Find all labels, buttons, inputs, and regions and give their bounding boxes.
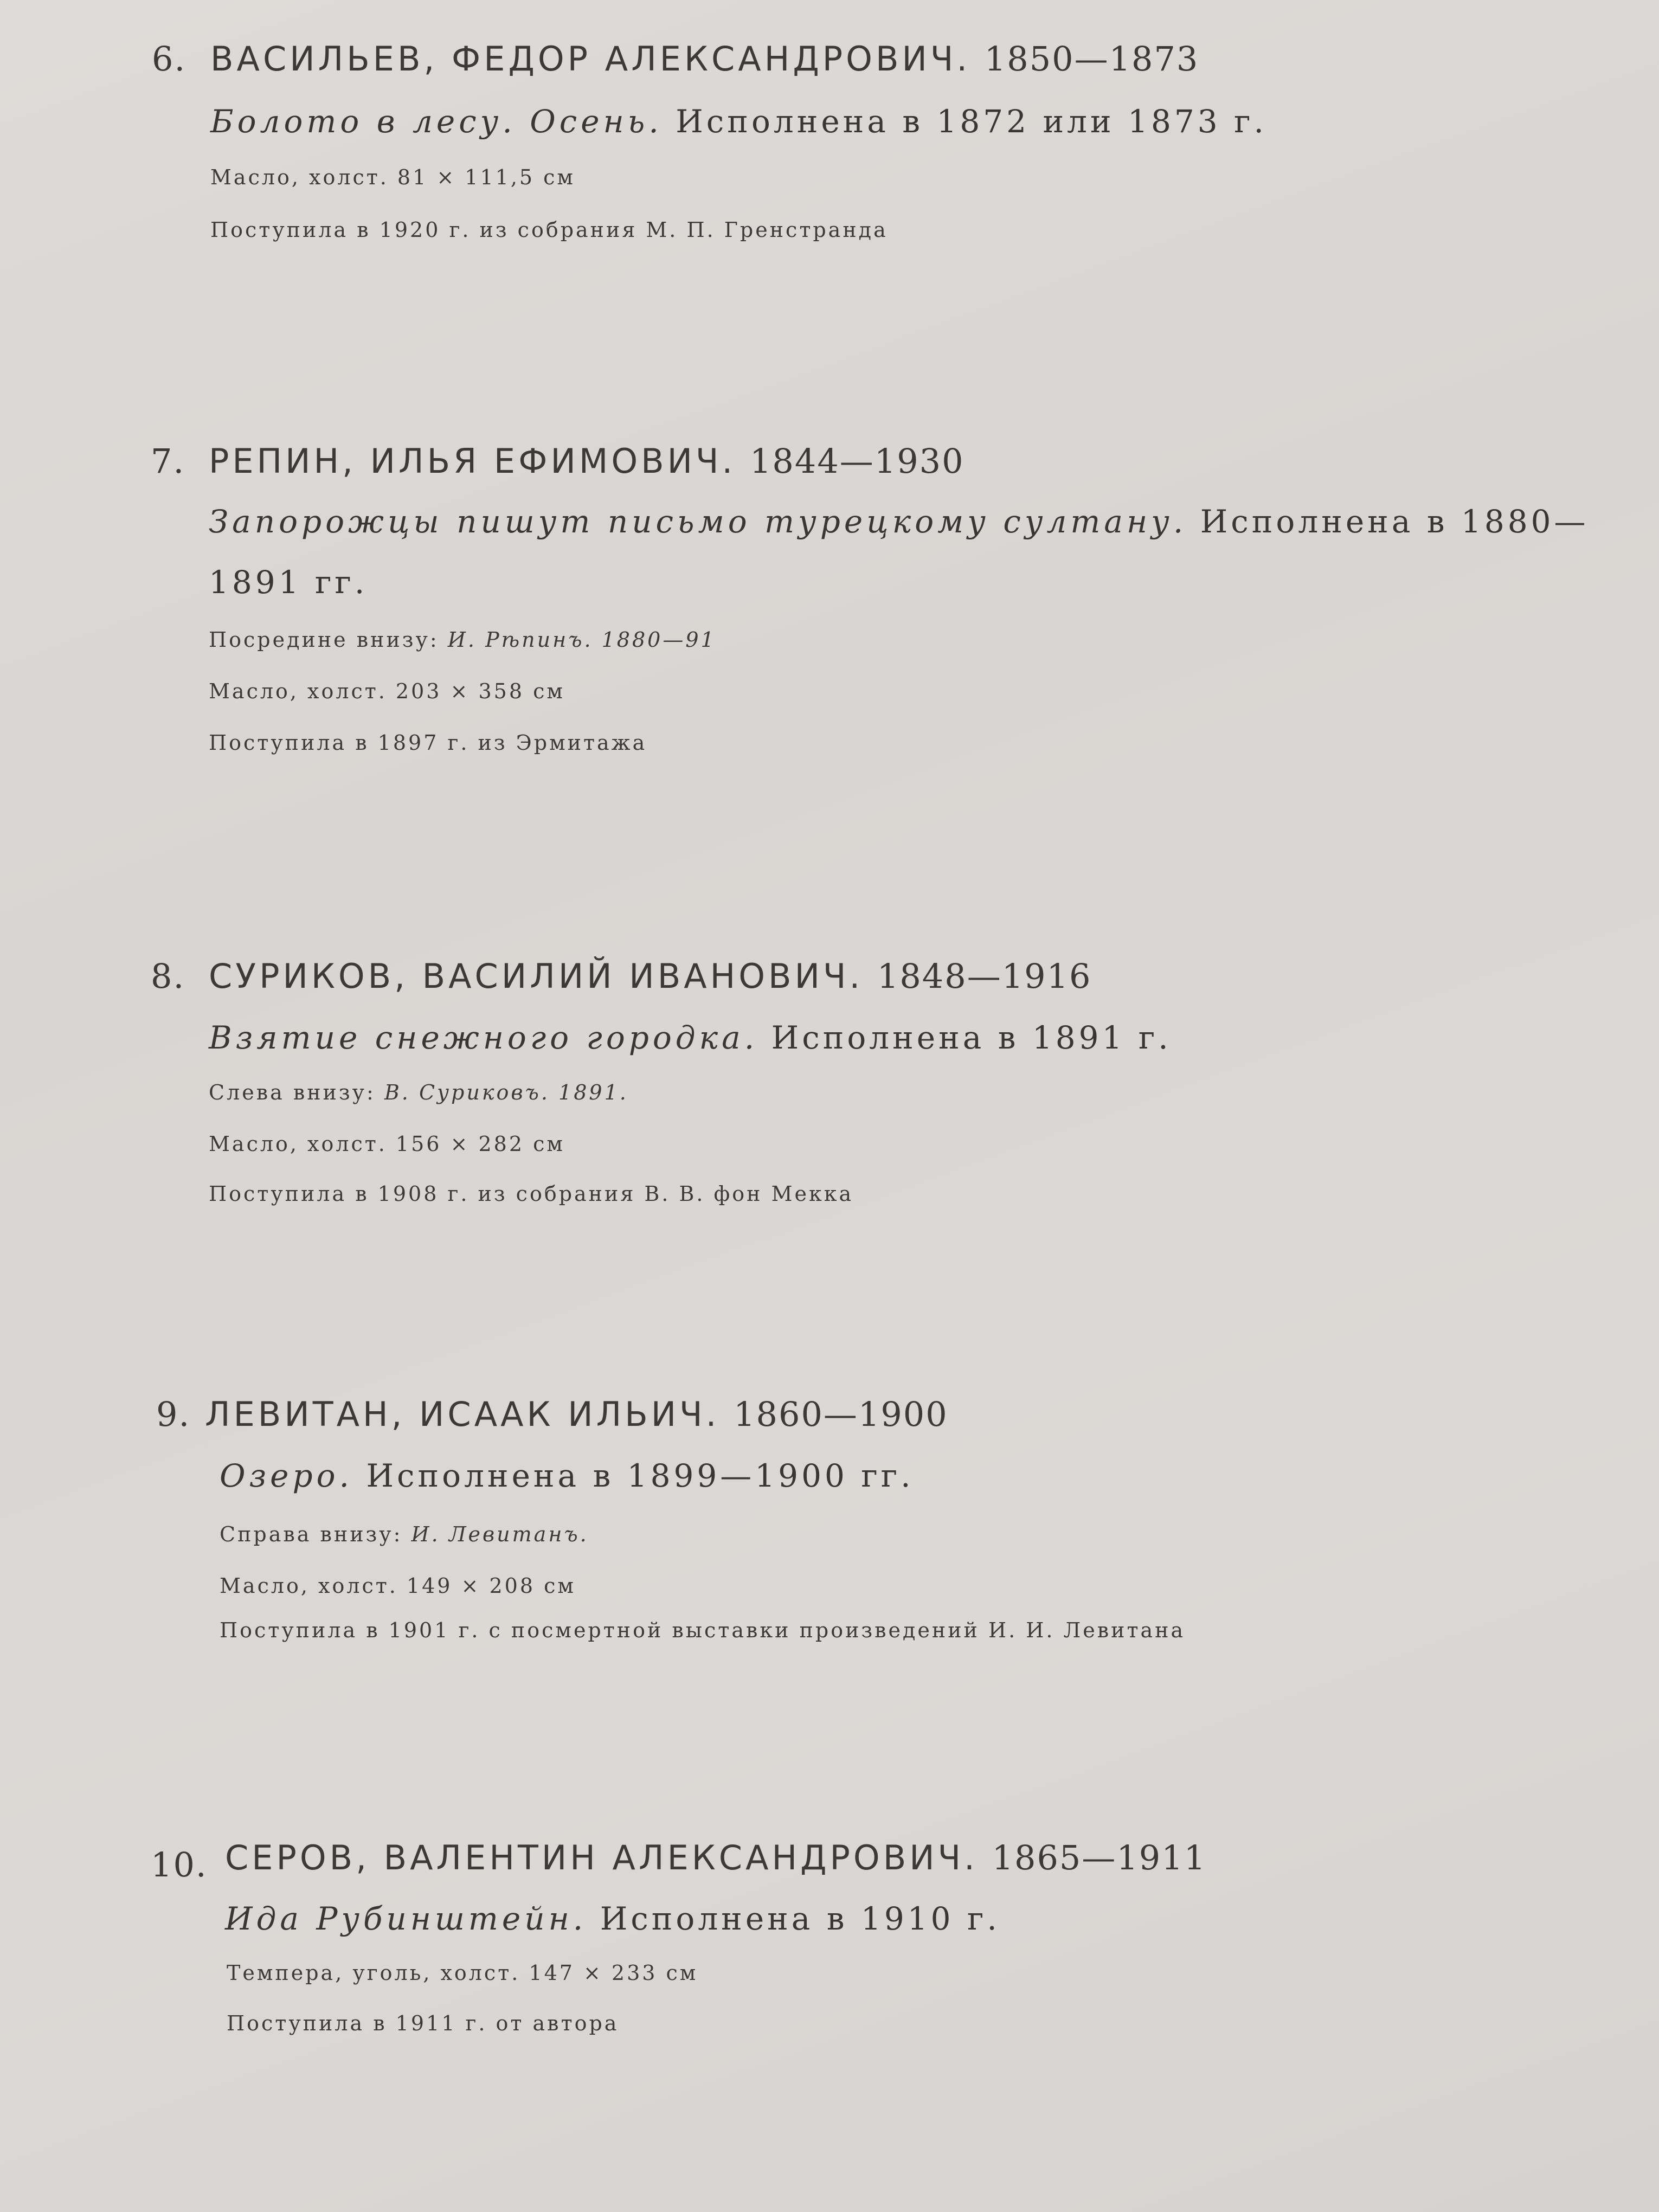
work-line [225,1900,1000,1937]
work-provenance: Поступила в 1911 г. от автора [227,2011,619,2035]
signature-label: Слева внизу: [209,1081,376,1104]
entry-number: 6. [152,39,187,79]
artist-name [209,441,964,481]
work-medium: Масло, холст. 149 × 208 см [220,1574,576,1598]
work-executed: Исполнена в 1910 г. [600,1900,1000,1937]
work-medium: Темпера, уголь, холст. 147 × 233 см [227,1961,698,1985]
work-title: Взятие снежного городка. [209,1019,758,1056]
artist-heading: СЕРОВ, ВАЛЕНТИН АЛЕКСАНДРОВИЧ. [225,1838,978,1877]
work-line [220,1457,914,1494]
work-medium: Масло, холст. 156 × 282 см [209,1132,565,1156]
artist-years: 1850—1873 [984,39,1199,79]
work-provenance: Поступила в 1908 г. из собрания В. В. фон Мекка [209,1182,854,1206]
artist-heading: СУРИКОВ, ВАСИЛИЙ ИВАНОВИЧ. [209,956,864,996]
signature-text: И. Рѣпинъ. 1880—91 [447,628,716,652]
work-line [209,1019,1172,1056]
artist-heading: ВАСИЛЬЕВ, ФЕДОР АЛЕКСАНДРОВИЧ. [210,39,971,79]
work-line [209,503,1589,540]
work-provenance: Поступила в 1920 г. из собрания М. П. Гренстранда [210,218,888,242]
signature-text: В. Суриковъ. 1891. [384,1081,628,1104]
artist-name [205,1394,948,1434]
work-line [210,103,1267,140]
artist-name [225,1838,1206,1877]
artist-name [209,956,1091,996]
work-executed: Исполнена в 1891 г. [771,1019,1172,1056]
work-signature [209,1081,628,1104]
artist-heading: РЕПИН, ИЛЬЯ ЕФИМОВИЧ. [209,441,736,481]
artist-years: 1848—1916 [877,956,1092,996]
work-provenance: Поступила в 1897 г. из Эрмитажа [209,731,647,755]
signature-label: Посредине внизу: [209,628,439,652]
artist-name [210,39,1199,79]
work-signature [220,1522,589,1546]
entry-number: 7. [151,441,185,481]
artist-heading: ЛЕВИТАН, ИСААК ИЛЬИЧ. [205,1394,720,1434]
work-executed-continued: 1891 гг. [209,564,368,601]
work-title: Озеро. [220,1457,353,1494]
work-title: Ида Рубинштейн. [225,1900,587,1937]
work-title: Запорожцы пишут письмо турецкому султану. [209,503,1187,540]
entry-number: 8. [151,956,185,996]
artist-years: 1844—1930 [749,441,964,481]
work-executed: Исполнена в 1899—1900 гг. [366,1457,914,1494]
artist-years: 1865—1911 [992,1838,1207,1877]
entry-number: 9. [156,1394,191,1434]
work-medium: Масло, холст. 203 × 358 см [209,679,565,703]
work-executed: Исполнена в 1880— [1200,503,1589,540]
artist-years: 1860—1900 [734,1394,948,1434]
signature-text: И. Левитанъ. [411,1522,589,1546]
work-title: Болото в лесу. Осень. [210,103,663,140]
work-signature [209,628,716,652]
work-medium: Масло, холст. 81 × 111,5 см [210,165,575,189]
entry-number: 10. [151,1845,208,1885]
work-executed: Исполнена в 1872 или 1873 г. [676,103,1267,140]
signature-label: Справа внизу: [220,1522,403,1546]
work-provenance: Поступила в 1901 г. с посмертной выставки произведений И. И. Левитана [220,1618,1186,1642]
